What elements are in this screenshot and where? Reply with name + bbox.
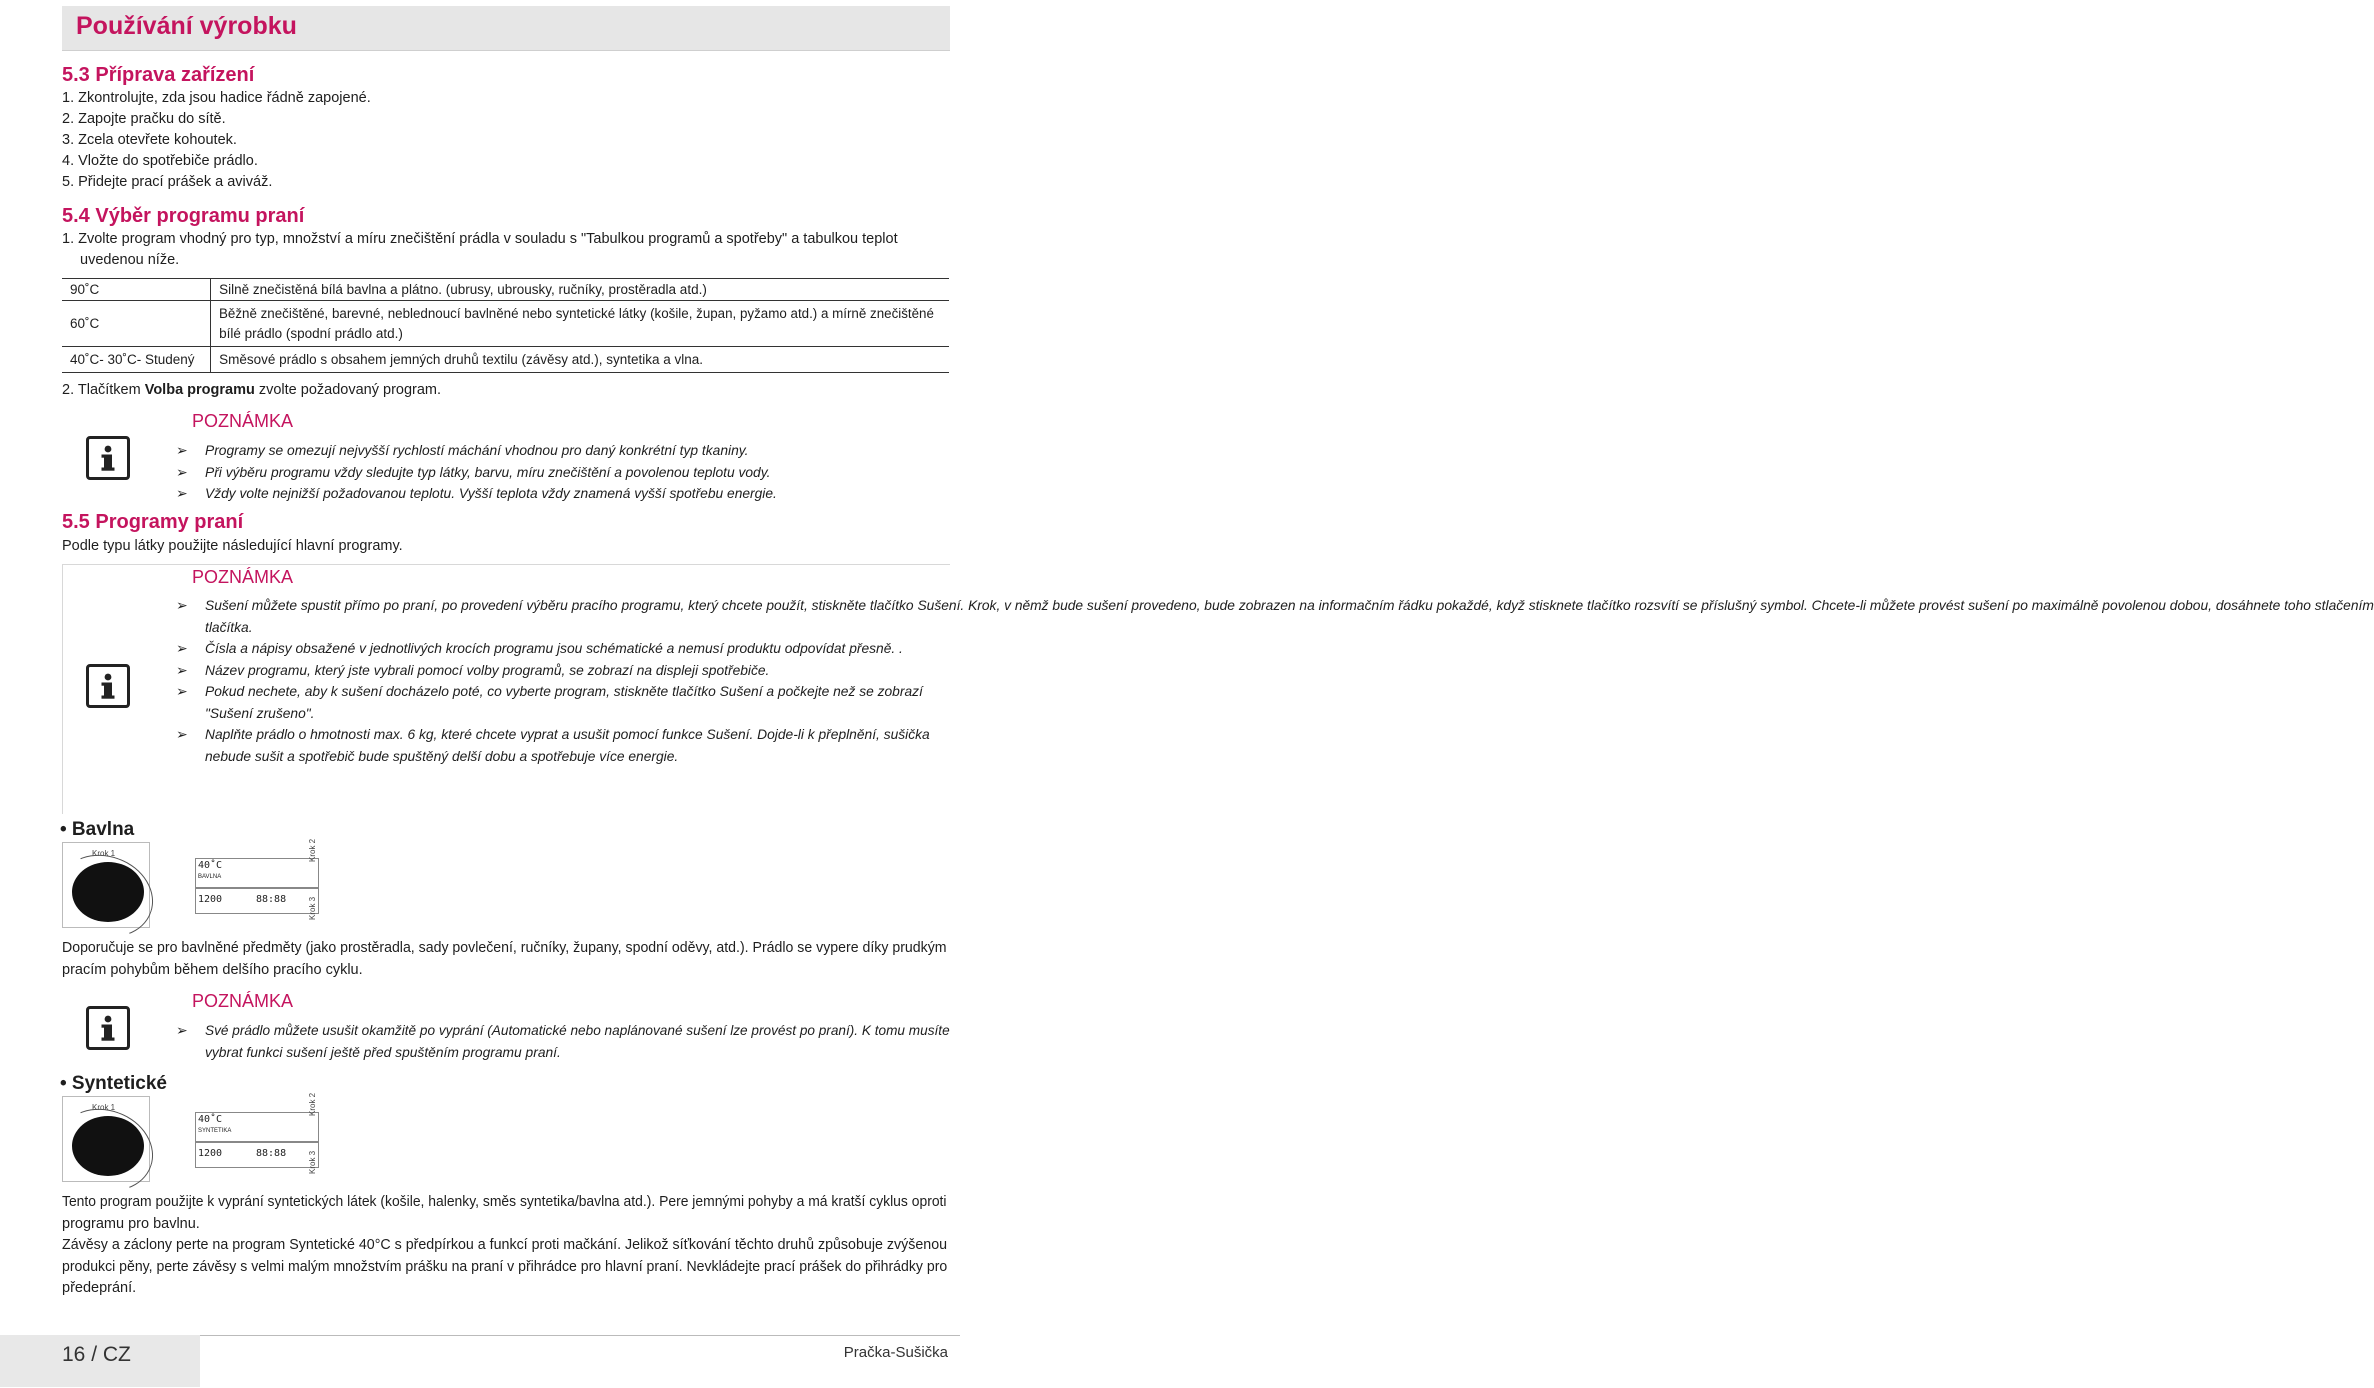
- note-title: POZNÁMKA: [192, 411, 294, 431]
- note-text: "Sušení zrušeno".: [205, 705, 315, 721]
- note-item: [176, 638, 952, 660]
- info-icon: [86, 664, 130, 708]
- bavlna-description: [62, 938, 970, 981]
- desc-line: bílé prádlo (spodní prádlo atd.): [219, 325, 403, 341]
- arrow-bullet-icon: ➢: [176, 1023, 188, 1038]
- note-item: [176, 595, 2374, 638]
- step-label: Krok 1: [92, 849, 116, 858]
- program-steps-diagram-bavlna: [62, 838, 334, 928]
- note-text: Pokud nechete, aby k sušení docházelo poté, co vyberte program, stiskněte tlačítko Sušení a počkejte než se zobrazí: [205, 684, 923, 699]
- step1-line1: 1. Zvolte program vhodný pro typ, množství a míru znečištění prádla v souladu s "Tabulkou programů a spotřeby" a tabulkou teplot: [62, 231, 898, 247]
- note-text: vybrat funkci sušení ještě před spuštěním programu praní.: [205, 1044, 561, 1060]
- note-item: [176, 660, 952, 682]
- arrow-bullet-icon: ➢: [176, 727, 188, 742]
- table-row: [62, 279, 949, 301]
- note-text: Při výběru programu vždy sledujte typ látky, barvu, míru znečištění a povolenou teplotu vody.: [205, 464, 771, 480]
- note-text: nebude sušit a spotřebič bude spuštěný delší dobu a spotřebuje více energie.: [205, 748, 679, 764]
- step-label: Krok 3: [308, 896, 317, 920]
- paragraph-line: programu pro bavlnu.: [62, 1215, 200, 1232]
- temperature-table: [62, 278, 949, 373]
- step2-line: [62, 380, 441, 401]
- divider: [62, 564, 63, 814]
- note-text: Své prádlo můžete usušit okamžitě po vyprání (Automatické nebo naplánované sušení lze provést po praní). K tomu musíte: [205, 1023, 950, 1038]
- list-item: 4. Vložte do spotřebiče prádlo.: [62, 153, 258, 169]
- note-item: [176, 462, 946, 484]
- note-text: Naplňte prádlo o hmotnosti max. 6 kg, které chcete vyprat a usušit pomocí funkce Sušení. Dojde-li k přeplnění, sušička: [205, 727, 930, 742]
- display-temp: 40˚C: [198, 1114, 223, 1125]
- note-list: [176, 440, 946, 505]
- preparation-steps: [62, 88, 371, 193]
- table-cell-temp: 40˚C- 30˚C- Studený: [62, 347, 211, 373]
- note-item: [176, 681, 952, 724]
- note-text: Programy se omezují nejvyšší rychlostí máchání vhodnou pro daný konkrétní typ tkaniny.: [205, 443, 749, 458]
- step-label: Krok 3: [308, 1150, 317, 1174]
- paragraph-line: pracím pohybům během delšího pracího cyklu.: [62, 961, 363, 978]
- note-item: [176, 724, 952, 767]
- section-title-5-5: 5.5 Programy praní: [62, 511, 244, 533]
- page-title: Používání výrobku: [76, 12, 297, 40]
- step1-line2: uvedenou níže.: [80, 252, 180, 268]
- program-button-name: Volba programu: [144, 382, 255, 398]
- desc-line: Směsové prádlo s obsahem jemných druhů textilu (závěsy atd.), syntetika a vlna.: [219, 352, 704, 367]
- table-cell-desc: [211, 347, 949, 373]
- desc-line: Silně znečistěná bílá bavlna a plátno. (ubrusy, ubrousky, ručníky, prostěradla atd.): [219, 282, 707, 297]
- program-steps-diagram-synteticke: [62, 1092, 334, 1182]
- info-icon: [86, 1006, 130, 1050]
- note-item: [176, 483, 946, 505]
- note-title: POZNÁMKA: [192, 991, 294, 1011]
- table-cell-temp: 60˚C: [62, 301, 211, 347]
- table-cell-temp: 90˚C: [62, 279, 211, 301]
- note-text: Sušení. Krok, v němž bude sušení provedeno, bude zobrazen na informačním řádku pokaždé, když stisknete tlačítko: [917, 598, 1631, 613]
- arrow-bullet-icon: ➢: [176, 662, 188, 678]
- section-title-5-4: 5.4 Výběr programu praní: [62, 205, 305, 227]
- display-program: BAVLNA: [198, 874, 222, 880]
- display-time: 88:88: [256, 894, 287, 905]
- note-text: Sušení můžete spustit přímo po praní, po provedení výběru pracího programu, který chcete použít, stiskněte tlačítko: [205, 598, 914, 613]
- step2-suffix: zvolte požadovaný program.: [254, 382, 442, 398]
- paragraph-line: Doporučuje se pro bavlněné předměty (jako prostěradla, sady povlečení, ručníky, župany, spodní oděvy, atd.). Prádlo se vypere díky prudkým: [62, 940, 947, 956]
- note-title: POZNÁMKA: [192, 567, 294, 587]
- table-row: [62, 301, 949, 347]
- display-spin: 1200: [198, 894, 223, 905]
- arrow-bullet-icon: ➢: [176, 641, 188, 656]
- step-label: Krok 2: [308, 838, 317, 862]
- table-cell-desc: [211, 301, 949, 347]
- note-item: [176, 1020, 952, 1063]
- list-item: 2. Zapojte pračku do sítě.: [62, 111, 226, 127]
- step2-prefix: 2. Tlačítkem: [62, 382, 145, 398]
- display-time: 88:88: [256, 1148, 287, 1159]
- arrow-bullet-icon: ➢: [176, 684, 188, 699]
- paragraph-line: Tento program použijte k vyprání syntetických látek (košile, halenky, směs syntetika/bavlna atd.). Pere jemnými pohyby a má kratší cyklus oproti: [62, 1194, 947, 1210]
- note-text: tlačítka.: [205, 619, 253, 635]
- arrow-bullet-icon: ➢: [176, 443, 188, 458]
- note-text: Vždy volte nejnižší požadovanou teplotu. Vyšší teplota vždy znamená vyšší spotřebu energie.: [205, 486, 777, 501]
- list-item: 1. Zkontrolujte, zda jsou hadice řádně zapojené.: [62, 90, 371, 106]
- product-name: Pračka-Sušička: [843, 1344, 948, 1361]
- table-row: [62, 347, 949, 373]
- program-title-bavlna: • Bavlna: [60, 819, 135, 840]
- display-program: SYNTETIKA: [198, 1128, 232, 1134]
- note-list: [176, 1020, 952, 1063]
- note-item: [176, 440, 946, 462]
- table-cell-desc: [211, 279, 949, 301]
- note-text: rozsvítí se příslušný symbol. Chcete-li můžete provést sušení po maximálně povolenou dobou, dosáhnete toho stlačením: [1634, 598, 2374, 613]
- list-item: 3. Zcela otevřete kohoutek.: [62, 132, 237, 148]
- synteticke-description: [62, 1192, 985, 1300]
- desc-line: Běžně znečištěné, barevné, neblednoucí bavlněné nebo syntetické látky (košile, župan, pyžamo atd.) a mírně znečištěné: [219, 305, 935, 321]
- step-label: Krok 1: [92, 1103, 116, 1112]
- note-text: Název programu, který jste vybrali pomocí volby programů, se zobrazí na displeji spotřebiče.: [205, 662, 770, 678]
- programs-intro: Podle typu látky použijte následující hlavní programy.: [62, 538, 403, 554]
- info-icon: [86, 436, 130, 480]
- paragraph-line: předeprání.: [62, 1280, 137, 1296]
- arrow-bullet-icon: ➢: [176, 486, 188, 501]
- display-spin: 1200: [198, 1148, 223, 1159]
- arrow-bullet-icon: ➢: [176, 598, 188, 613]
- arrow-bullet-icon: ➢: [176, 464, 188, 480]
- section-title-5-3: 5.3 Příprava zařízení: [62, 64, 255, 86]
- program-title-synteticke: • Syntetické: [60, 1073, 167, 1094]
- display-temp: 40˚C: [198, 860, 223, 871]
- list-item: 5. Přidejte prací prášek a aviváž.: [62, 174, 273, 190]
- footer-rule: [200, 1335, 960, 1388]
- divider: [62, 564, 950, 565]
- note-text: Čísla a nápisy obsažené v jednotlivých krocích programu jsou schématické a nemusí produktu odpovídat přesně. .: [205, 641, 903, 656]
- note-list: [176, 595, 2374, 767]
- paragraph-line: produkci pěny, perte závěsy s velmi malým množstvím prášku na praní v přihrádce pro hlavní praní. Nevkládejte prací prášek do přihrádky pro: [62, 1258, 948, 1275]
- page-number: 16 / CZ: [62, 1343, 131, 1366]
- step-label: Krok 2: [308, 1092, 317, 1116]
- paragraph-line: Závěsy a záclony perte na program Syntetické 40°C s předpírkou a funkcí proti mačkání. Jelikož síťkování těchto druhů způsobuje zvýšenou: [62, 1237, 948, 1253]
